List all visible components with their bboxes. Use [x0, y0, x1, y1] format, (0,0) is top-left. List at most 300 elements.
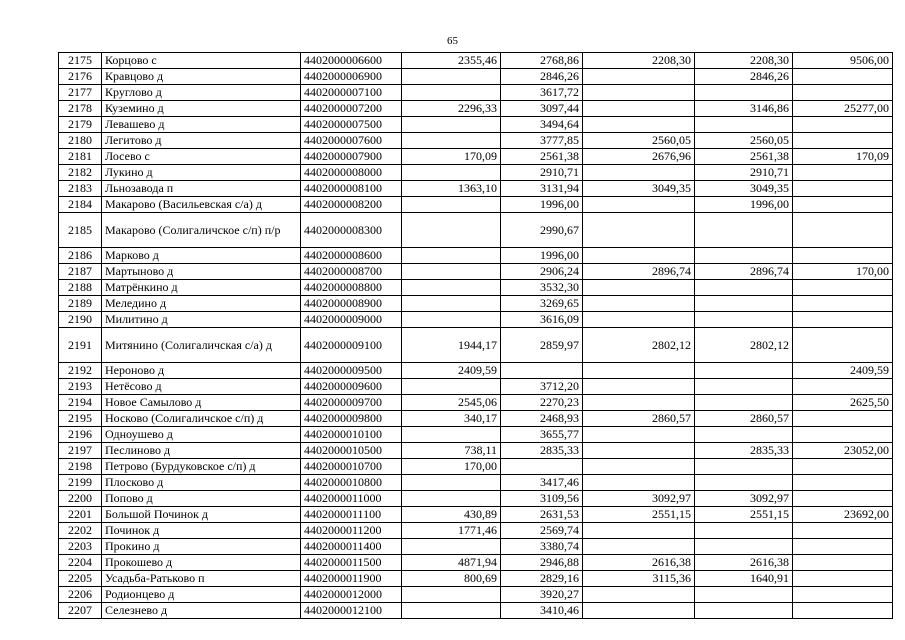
settlement-name: Кравцово д [102, 69, 301, 85]
value-col-2: 2631,53 [501, 507, 583, 523]
value-col-3 [583, 69, 695, 85]
table-row [59, 296, 893, 312]
row-number: 2205 [59, 571, 102, 587]
value-col-3: 3092,97 [583, 491, 695, 507]
settlement-name: Макарово (Солигаличское с/п) п/р [102, 213, 301, 248]
table-row [59, 101, 893, 117]
value-col-5: 2625,50 [793, 395, 893, 411]
okato-code: 4402000006600 [301, 53, 402, 69]
value-col-2: 2829,16 [501, 571, 583, 587]
row-number: 2197 [59, 443, 102, 459]
value-col-5 [793, 117, 893, 133]
value-col-2: 3616,09 [501, 312, 583, 328]
value-col-4: 3049,35 [695, 181, 793, 197]
value-col-2: 2910,71 [501, 165, 583, 181]
value-col-3: 2802,12 [583, 328, 695, 363]
okato-code: 4402000008200 [301, 197, 402, 213]
value-col-2: 3417,46 [501, 475, 583, 491]
value-col-2: 3269,65 [501, 296, 583, 312]
value-col-1 [402, 475, 501, 491]
value-col-2: 3655,77 [501, 427, 583, 443]
okato-code: 4402000010100 [301, 427, 402, 443]
value-col-3 [583, 248, 695, 264]
table-row [59, 213, 893, 248]
row-number: 2185 [59, 213, 102, 248]
value-col-5 [793, 85, 893, 101]
okato-code: 4402000009100 [301, 328, 402, 363]
okato-code: 4402000011200 [301, 523, 402, 539]
settlement-name: Одноушево д [102, 427, 301, 443]
value-col-3: 2896,74 [583, 264, 695, 280]
table-row [59, 395, 893, 411]
value-col-4: 3146,86 [695, 101, 793, 117]
settlement-name: Лосево с [102, 149, 301, 165]
okato-code: 4402000010700 [301, 459, 402, 475]
row-number: 2184 [59, 197, 102, 213]
value-col-5 [793, 133, 893, 149]
value-col-4: 2616,38 [695, 555, 793, 571]
value-col-5 [793, 603, 893, 619]
table-row [59, 117, 893, 133]
value-col-2: 2846,26 [501, 69, 583, 85]
value-col-4: 2896,74 [695, 264, 793, 280]
value-col-5 [793, 427, 893, 443]
row-number: 2175 [59, 53, 102, 69]
settlement-name: Левашево д [102, 117, 301, 133]
row-number: 2196 [59, 427, 102, 443]
row-number: 2189 [59, 296, 102, 312]
value-col-4 [695, 280, 793, 296]
value-col-5 [793, 181, 893, 197]
value-col-2: 3410,46 [501, 603, 583, 619]
value-col-4: 3092,97 [695, 491, 793, 507]
table-row [59, 264, 893, 280]
okato-code: 4402000009000 [301, 312, 402, 328]
value-col-1: 1944,17 [402, 328, 501, 363]
okato-code: 4402000008100 [301, 181, 402, 197]
value-col-3 [583, 213, 695, 248]
value-col-5 [793, 197, 893, 213]
value-col-3 [583, 443, 695, 459]
value-col-5 [793, 328, 893, 363]
okato-code: 4402000008900 [301, 296, 402, 312]
value-col-2 [501, 363, 583, 379]
value-col-1 [402, 296, 501, 312]
value-col-1: 2296,33 [402, 101, 501, 117]
value-col-2: 3920,27 [501, 587, 583, 603]
value-col-3: 2860,57 [583, 411, 695, 427]
table-row [59, 181, 893, 197]
value-col-4 [695, 363, 793, 379]
okato-code: 4402000007600 [301, 133, 402, 149]
okato-code: 4402000008700 [301, 264, 402, 280]
value-col-4 [695, 248, 793, 264]
value-col-2: 3131,94 [501, 181, 583, 197]
okato-code: 4402000010500 [301, 443, 402, 459]
value-col-4: 1996,00 [695, 197, 793, 213]
value-col-4 [695, 85, 793, 101]
row-number: 2199 [59, 475, 102, 491]
okato-code: 4402000012000 [301, 587, 402, 603]
value-col-2: 2270,23 [501, 395, 583, 411]
value-col-3 [583, 427, 695, 443]
value-col-3: 2551,15 [583, 507, 695, 523]
value-col-5 [793, 523, 893, 539]
table-row [59, 133, 893, 149]
table-row [59, 53, 893, 69]
okato-code: 4402000007900 [301, 149, 402, 165]
value-col-5 [793, 248, 893, 264]
value-col-4: 2208,30 [695, 53, 793, 69]
value-col-3 [583, 280, 695, 296]
value-col-2: 2859,97 [501, 328, 583, 363]
row-number: 2192 [59, 363, 102, 379]
value-col-2: 2946,88 [501, 555, 583, 571]
settlement-name: Нероново д [102, 363, 301, 379]
value-col-1: 738,11 [402, 443, 501, 459]
value-col-3 [583, 197, 695, 213]
settlement-name: Мартыново д [102, 264, 301, 280]
row-number: 2206 [59, 587, 102, 603]
value-col-3: 2676,96 [583, 149, 695, 165]
okato-code: 4402000007100 [301, 85, 402, 101]
settlement-name: Большой Починок д [102, 507, 301, 523]
value-col-3: 2208,30 [583, 53, 695, 69]
value-col-4: 2551,15 [695, 507, 793, 523]
value-col-5 [793, 280, 893, 296]
row-number: 2176 [59, 69, 102, 85]
value-col-4 [695, 117, 793, 133]
row-number: 2207 [59, 603, 102, 619]
value-col-4 [695, 603, 793, 619]
value-col-3 [583, 296, 695, 312]
table-row [59, 443, 893, 459]
value-col-2: 3532,30 [501, 280, 583, 296]
value-col-5: 23692,00 [793, 507, 893, 523]
okato-code: 4402000011000 [301, 491, 402, 507]
value-col-3 [583, 165, 695, 181]
value-col-4 [695, 539, 793, 555]
settlement-name: Прокошево д [102, 555, 301, 571]
value-col-3 [583, 459, 695, 475]
value-col-4 [695, 312, 793, 328]
value-col-5 [793, 296, 893, 312]
okato-code: 4402000007200 [301, 101, 402, 117]
value-col-1: 1771,46 [402, 523, 501, 539]
value-col-1: 1363,10 [402, 181, 501, 197]
value-col-5 [793, 587, 893, 603]
settlement-name: Новое Самылово д [102, 395, 301, 411]
value-col-4: 2561,38 [695, 149, 793, 165]
row-number: 2183 [59, 181, 102, 197]
value-col-5 [793, 475, 893, 491]
settlement-name: Макарово (Васильевская с/а) д [102, 197, 301, 213]
value-col-1 [402, 603, 501, 619]
value-col-3 [583, 523, 695, 539]
value-col-2: 3494,64 [501, 117, 583, 133]
settlement-name: Меледино д [102, 296, 301, 312]
table-row [59, 165, 893, 181]
table-body [59, 53, 893, 619]
okato-code: 4402000008300 [301, 213, 402, 248]
value-col-1 [402, 587, 501, 603]
value-col-4: 2910,71 [695, 165, 793, 181]
value-col-2: 2561,38 [501, 149, 583, 165]
value-col-2: 3617,72 [501, 85, 583, 101]
value-col-5 [793, 69, 893, 85]
settlement-name: Селезнево д [102, 603, 301, 619]
value-col-1 [402, 491, 501, 507]
value-col-4: 2846,26 [695, 69, 793, 85]
settlement-name: Лукино д [102, 165, 301, 181]
row-number: 2180 [59, 133, 102, 149]
value-col-5 [793, 411, 893, 427]
value-col-2: 3712,20 [501, 379, 583, 395]
value-col-3 [583, 363, 695, 379]
value-col-2: 2468,93 [501, 411, 583, 427]
value-col-2: 1996,00 [501, 248, 583, 264]
okato-code: 4402000008800 [301, 280, 402, 296]
table-row [59, 328, 893, 363]
value-col-1: 2355,46 [402, 53, 501, 69]
value-col-3: 3115,36 [583, 571, 695, 587]
value-col-3 [583, 379, 695, 395]
settlement-name: Плосково д [102, 475, 301, 491]
value-col-5 [793, 555, 893, 571]
value-col-2: 2835,33 [501, 443, 583, 459]
value-col-1 [402, 248, 501, 264]
settlements-table [58, 52, 893, 619]
value-col-4 [695, 459, 793, 475]
value-col-5 [793, 312, 893, 328]
settlement-name: Песлиново д [102, 443, 301, 459]
settlement-name: Митянино (Солигаличская с/а) д [102, 328, 301, 363]
table-row [59, 491, 893, 507]
okato-code: 4402000009600 [301, 379, 402, 395]
settlement-name: Прокино д [102, 539, 301, 555]
value-col-1 [402, 165, 501, 181]
row-number: 2201 [59, 507, 102, 523]
row-number: 2198 [59, 459, 102, 475]
value-col-2 [501, 459, 583, 475]
value-col-5: 23052,00 [793, 443, 893, 459]
settlement-name: Марково д [102, 248, 301, 264]
value-col-3 [583, 101, 695, 117]
table-row [59, 197, 893, 213]
table-row [59, 379, 893, 395]
value-col-5 [793, 491, 893, 507]
value-col-1 [402, 85, 501, 101]
value-col-2: 2906,24 [501, 264, 583, 280]
value-col-4: 1640,91 [695, 571, 793, 587]
row-number: 2181 [59, 149, 102, 165]
settlement-name: Круглово д [102, 85, 301, 101]
row-number: 2202 [59, 523, 102, 539]
value-col-5 [793, 379, 893, 395]
table-row [59, 149, 893, 165]
value-col-2: 1996,00 [501, 197, 583, 213]
value-col-1 [402, 117, 501, 133]
table-row [59, 427, 893, 443]
okato-code: 4402000008000 [301, 165, 402, 181]
value-col-3 [583, 395, 695, 411]
settlement-name: Легитово д [102, 133, 301, 149]
okato-code: 4402000011100 [301, 507, 402, 523]
row-number: 2193 [59, 379, 102, 395]
okato-code: 4402000010800 [301, 475, 402, 491]
value-col-1: 4871,94 [402, 555, 501, 571]
table-row [59, 571, 893, 587]
value-col-1 [402, 264, 501, 280]
value-col-4 [695, 427, 793, 443]
value-col-2: 3380,74 [501, 539, 583, 555]
value-col-4 [695, 523, 793, 539]
row-number: 2182 [59, 165, 102, 181]
value-col-4 [695, 395, 793, 411]
table-row [59, 85, 893, 101]
value-col-2: 2768,86 [501, 53, 583, 69]
value-col-1: 800,69 [402, 571, 501, 587]
okato-code: 4402000011500 [301, 555, 402, 571]
value-col-2: 3109,56 [501, 491, 583, 507]
row-number: 2188 [59, 280, 102, 296]
table-row [59, 507, 893, 523]
table-row [59, 69, 893, 85]
value-col-1: 2409,59 [402, 363, 501, 379]
okato-code: 4402000011400 [301, 539, 402, 555]
page-number: 65 [447, 35, 458, 47]
value-col-1 [402, 427, 501, 443]
row-number: 2194 [59, 395, 102, 411]
value-col-3 [583, 85, 695, 101]
table-row [59, 523, 893, 539]
value-col-2: 3777,85 [501, 133, 583, 149]
value-col-4 [695, 587, 793, 603]
okato-code: 4402000009800 [301, 411, 402, 427]
row-number: 2177 [59, 85, 102, 101]
row-number: 2200 [59, 491, 102, 507]
value-col-3 [583, 117, 695, 133]
table-row [59, 459, 893, 475]
row-number: 2204 [59, 555, 102, 571]
value-col-2: 2569,74 [501, 523, 583, 539]
row-number: 2178 [59, 101, 102, 117]
okato-code: 4402000012100 [301, 603, 402, 619]
value-col-1 [402, 280, 501, 296]
settlement-name: Петрово (Бурдуковское с/п) д [102, 459, 301, 475]
value-col-1 [402, 539, 501, 555]
settlement-name: Носково (Солигаличское с/п) д [102, 411, 301, 427]
value-col-1: 340,17 [402, 411, 501, 427]
value-col-1 [402, 133, 501, 149]
row-number: 2203 [59, 539, 102, 555]
value-col-5 [793, 165, 893, 181]
value-col-5 [793, 539, 893, 555]
table-row [59, 312, 893, 328]
value-col-4: 2802,12 [695, 328, 793, 363]
value-col-1: 170,09 [402, 149, 501, 165]
settlement-name: Милитино д [102, 312, 301, 328]
value-col-3 [583, 475, 695, 491]
table-row [59, 475, 893, 491]
table-row [59, 363, 893, 379]
row-number: 2179 [59, 117, 102, 133]
settlement-name: Льнозавода п [102, 181, 301, 197]
settlement-name: Родионцево д [102, 587, 301, 603]
value-col-3: 3049,35 [583, 181, 695, 197]
okato-code: 4402000008600 [301, 248, 402, 264]
row-number: 2195 [59, 411, 102, 427]
value-col-4 [695, 475, 793, 491]
value-col-4 [695, 213, 793, 248]
table-row [59, 603, 893, 619]
okato-code: 4402000011900 [301, 571, 402, 587]
value-col-1: 170,00 [402, 459, 501, 475]
value-col-1 [402, 197, 501, 213]
okato-code: 4402000006900 [301, 69, 402, 85]
value-col-4 [695, 379, 793, 395]
value-col-3: 2616,38 [583, 555, 695, 571]
table-row [59, 587, 893, 603]
value-col-5: 170,09 [793, 149, 893, 165]
settlement-name: Попово д [102, 491, 301, 507]
row-number: 2191 [59, 328, 102, 363]
value-col-3 [583, 603, 695, 619]
value-col-1: 430,89 [402, 507, 501, 523]
okato-code: 4402000009500 [301, 363, 402, 379]
table-row [59, 539, 893, 555]
value-col-3 [583, 312, 695, 328]
value-col-3: 2560,05 [583, 133, 695, 149]
value-col-1 [402, 379, 501, 395]
value-col-2: 3097,44 [501, 101, 583, 117]
value-col-5 [793, 571, 893, 587]
settlement-name: Корцово с [102, 53, 301, 69]
value-col-4: 2835,33 [695, 443, 793, 459]
value-col-1 [402, 312, 501, 328]
table-row [59, 280, 893, 296]
settlement-name: Куземино д [102, 101, 301, 117]
settlement-name: Починок д [102, 523, 301, 539]
value-col-4: 2560,05 [695, 133, 793, 149]
settlement-name: Матрёнкино д [102, 280, 301, 296]
value-col-4 [695, 296, 793, 312]
okato-code: 4402000009700 [301, 395, 402, 411]
value-col-5 [793, 459, 893, 475]
settlement-name: Усадьба-Ратьково п [102, 571, 301, 587]
row-number: 2187 [59, 264, 102, 280]
okato-code: 4402000007500 [301, 117, 402, 133]
value-col-2: 2990,67 [501, 213, 583, 248]
row-number: 2186 [59, 248, 102, 264]
row-number: 2190 [59, 312, 102, 328]
value-col-5: 2409,59 [793, 363, 893, 379]
value-col-3 [583, 587, 695, 603]
value-col-1 [402, 69, 501, 85]
value-col-4: 2860,57 [695, 411, 793, 427]
table-row [59, 555, 893, 571]
table-row [59, 248, 893, 264]
value-col-3 [583, 539, 695, 555]
value-col-5 [793, 213, 893, 248]
value-col-5: 25277,00 [793, 101, 893, 117]
settlement-name: Нетёсово д [102, 379, 301, 395]
value-col-1 [402, 213, 501, 248]
value-col-1: 2545,06 [402, 395, 501, 411]
value-col-5: 9506,00 [793, 53, 893, 69]
value-col-5: 170,00 [793, 264, 893, 280]
table-row [59, 411, 893, 427]
